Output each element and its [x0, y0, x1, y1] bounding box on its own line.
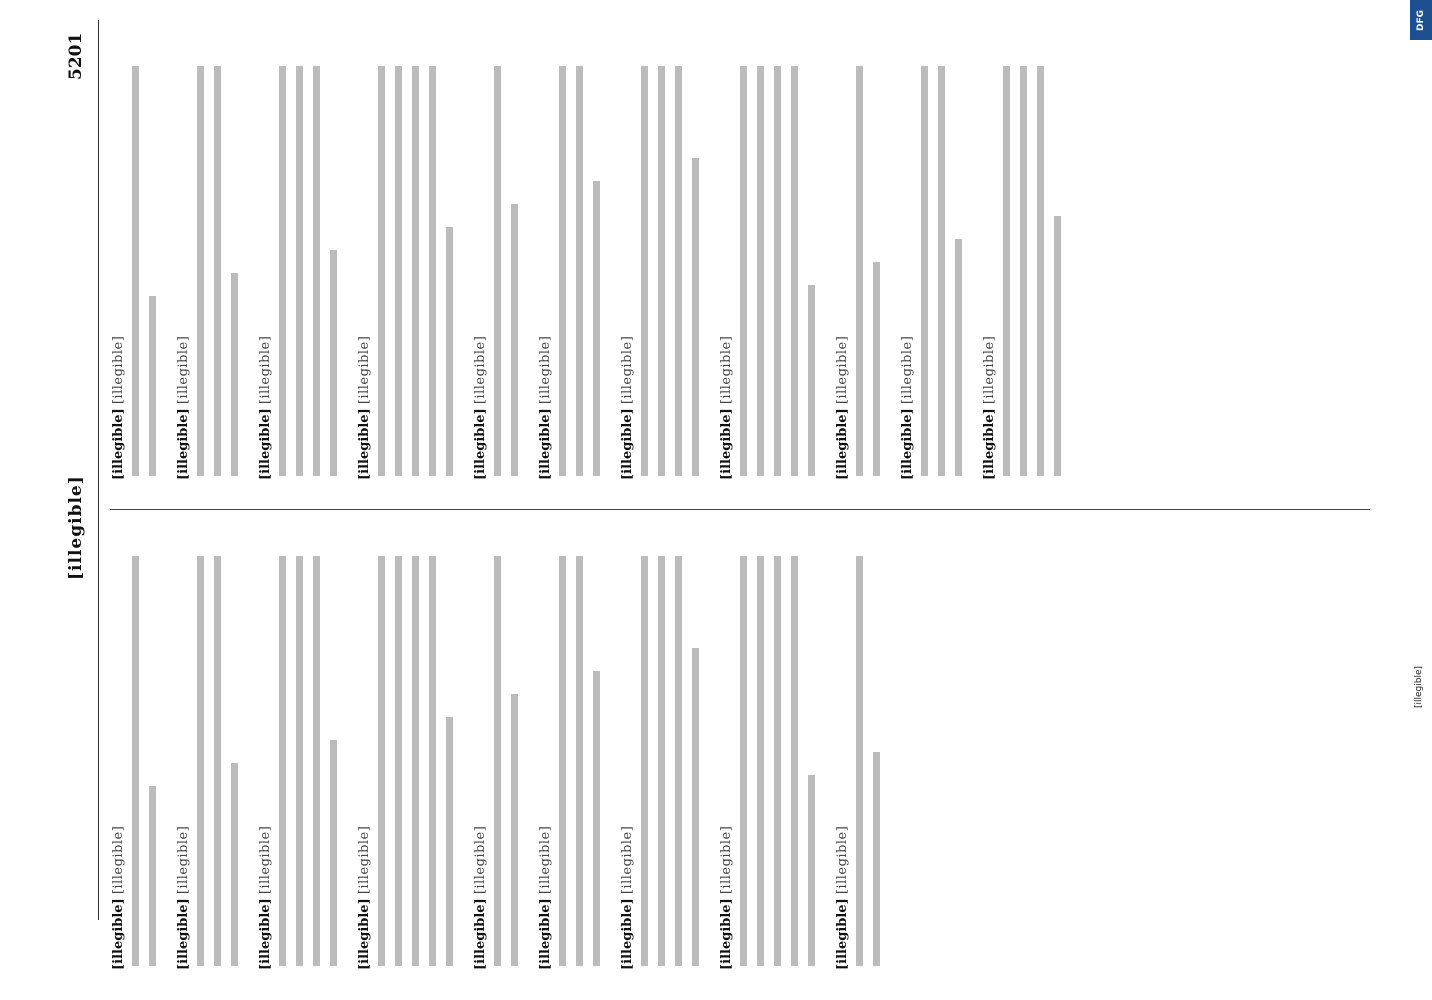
- text-line-placeholder: [192, 50, 209, 480]
- text-line-placeholder: [803, 540, 820, 970]
- entry-heading: [illegible]: [538, 898, 553, 970]
- text-line-placeholder: [752, 50, 769, 480]
- entry-body: [illegible]: [538, 825, 553, 895]
- entry-heading: [illegible]: [982, 408, 997, 480]
- text-line-placeholder: [1049, 50, 1066, 480]
- text-line-placeholder: [769, 540, 786, 970]
- text-line-placeholder: [851, 50, 868, 480]
- text-line-placeholder: [441, 50, 458, 480]
- text-line-placeholder: [554, 50, 571, 480]
- index-entry: [110, 50, 161, 480]
- text-line-placeholder: [291, 540, 308, 970]
- text-line-placeholder: [308, 50, 325, 480]
- index-entry: [834, 540, 885, 970]
- entry-body: [illegible]: [111, 825, 126, 895]
- entry-heading: [illegible]: [538, 408, 553, 480]
- index-entry: [472, 540, 523, 970]
- entry-heading: [illegible]: [357, 408, 372, 480]
- text-line-placeholder: [916, 50, 933, 480]
- entry-body: [illegible]: [357, 825, 372, 895]
- left-column: [110, 540, 899, 970]
- text-line-placeholder: [735, 540, 752, 970]
- index-entry: [537, 540, 605, 970]
- text-line-placeholder: [571, 540, 588, 970]
- entry-body: [illegible]: [835, 825, 850, 895]
- text-line-placeholder: [274, 50, 291, 480]
- entry-body: [illegible]: [258, 825, 273, 895]
- entry-body: [illegible]: [982, 335, 997, 405]
- text-line-placeholder: [803, 50, 820, 480]
- text-line-placeholder: [554, 540, 571, 970]
- text-line-placeholder: [636, 50, 653, 480]
- entry-heading: [illegible]: [176, 408, 191, 480]
- entry-heading: [illegible]: [258, 408, 273, 480]
- entry-body: [illegible]: [473, 825, 488, 895]
- text-line-placeholder: [868, 50, 885, 480]
- text-line-placeholder: [588, 540, 605, 970]
- entry-heading: [illegible]: [111, 898, 126, 970]
- text-line-placeholder: [127, 540, 144, 970]
- page-number: 5201: [66, 32, 86, 80]
- entry-body: [illegible]: [111, 335, 126, 405]
- entry-body: [illegible]: [258, 335, 273, 405]
- entry-heading: [illegible]: [473, 408, 488, 480]
- index-entry: [899, 50, 967, 480]
- text-line-placeholder: [373, 540, 390, 970]
- dfg-logo-stamp: DFG: [1410, 0, 1432, 40]
- entry-heading: [illegible]: [258, 898, 273, 970]
- text-line-placeholder: [506, 50, 523, 480]
- index-entry: [834, 50, 885, 480]
- text-line-placeholder: [489, 50, 506, 480]
- entry-body: [illegible]: [620, 335, 635, 405]
- entry-body: [illegible]: [473, 335, 488, 405]
- entry-body: [illegible]: [835, 335, 850, 405]
- text-line-placeholder: [209, 540, 226, 970]
- entry-heading: [illegible]: [473, 898, 488, 970]
- entry-heading: [illegible]: [620, 898, 635, 970]
- entry-body: [illegible]: [620, 825, 635, 895]
- text-line-placeholder: [588, 50, 605, 480]
- index-entry: [537, 50, 605, 480]
- text-line-placeholder: [209, 50, 226, 480]
- text-line-placeholder: [769, 50, 786, 480]
- text-line-placeholder: [274, 540, 291, 970]
- entry-body: [illegible]: [900, 335, 915, 405]
- right-column: [110, 50, 1080, 480]
- running-header: [60, 0, 100, 1000]
- digitization-note: [illegible]: [1414, 665, 1424, 708]
- text-line-placeholder: [1015, 50, 1032, 480]
- index-entry: [175, 540, 243, 970]
- text-line-placeholder: [933, 50, 950, 480]
- text-line-placeholder: [390, 50, 407, 480]
- text-line-placeholder: [653, 50, 670, 480]
- text-line-placeholder: [489, 540, 506, 970]
- text-line-placeholder: [407, 50, 424, 480]
- entry-heading: [illegible]: [900, 408, 915, 480]
- entry-heading: [illegible]: [620, 408, 635, 480]
- text-line-placeholder: [786, 50, 803, 480]
- index-entry: [356, 540, 458, 970]
- entry-heading: [illegible]: [357, 898, 372, 970]
- text-line-placeholder: [325, 540, 342, 970]
- index-entry: [110, 540, 161, 970]
- index-entry: [175, 50, 243, 480]
- text-line-placeholder: [308, 540, 325, 970]
- text-line-placeholder: [687, 50, 704, 480]
- index-entry: [619, 50, 704, 480]
- text-line-placeholder: [786, 540, 803, 970]
- text-line-placeholder: [571, 50, 588, 480]
- entry-heading: [illegible]: [719, 408, 734, 480]
- column-divider: [110, 509, 1370, 510]
- entry-body: [illegible]: [719, 825, 734, 895]
- text-line-placeholder: [325, 50, 342, 480]
- entry-heading: [illegible]: [719, 898, 734, 970]
- entry-heading: [illegible]: [111, 408, 126, 480]
- header-rule: [98, 20, 99, 920]
- text-line-placeholder: [998, 50, 1015, 480]
- index-entry: [257, 540, 342, 970]
- index-entry: [472, 50, 523, 480]
- text-line-placeholder: [226, 540, 243, 970]
- entry-body: [illegible]: [176, 335, 191, 405]
- text-line-placeholder: [670, 50, 687, 480]
- text-line-placeholder: [226, 50, 243, 480]
- entry-heading: [illegible]: [835, 898, 850, 970]
- entry-body: [illegible]: [719, 335, 734, 405]
- index-entry: [257, 50, 342, 480]
- text-line-placeholder: [291, 50, 308, 480]
- text-line-placeholder: [670, 540, 687, 970]
- text-line-placeholder: [636, 540, 653, 970]
- text-line-placeholder: [752, 540, 769, 970]
- text-line-placeholder: [950, 50, 967, 480]
- text-line-placeholder: [441, 540, 458, 970]
- text-line-placeholder: [735, 50, 752, 480]
- text-line-placeholder: [127, 50, 144, 480]
- running-title: [illegible]: [66, 475, 86, 580]
- entry-body: [illegible]: [357, 335, 372, 405]
- entry-heading: [illegible]: [176, 898, 191, 970]
- text-line-placeholder: [144, 50, 161, 480]
- index-entry: [718, 50, 820, 480]
- text-line-placeholder: [851, 540, 868, 970]
- index-entry: [981, 50, 1066, 480]
- text-line-placeholder: [373, 50, 390, 480]
- text-line-placeholder: [1032, 50, 1049, 480]
- text-line-placeholder: [424, 50, 441, 480]
- text-line-placeholder: [407, 540, 424, 970]
- index-entry: [718, 540, 820, 970]
- entry-heading: [illegible]: [835, 408, 850, 480]
- text-line-placeholder: [144, 540, 161, 970]
- text-line-placeholder: [868, 540, 885, 970]
- entry-body: [illegible]: [176, 825, 191, 895]
- entry-body: [illegible]: [538, 335, 553, 405]
- text-line-placeholder: [192, 540, 209, 970]
- text-line-placeholder: [687, 540, 704, 970]
- text-line-placeholder: [506, 540, 523, 970]
- index-entry: [619, 540, 704, 970]
- text-line-placeholder: [390, 540, 407, 970]
- index-entry: [356, 50, 458, 480]
- text-line-placeholder: [424, 540, 441, 970]
- text-line-placeholder: [653, 540, 670, 970]
